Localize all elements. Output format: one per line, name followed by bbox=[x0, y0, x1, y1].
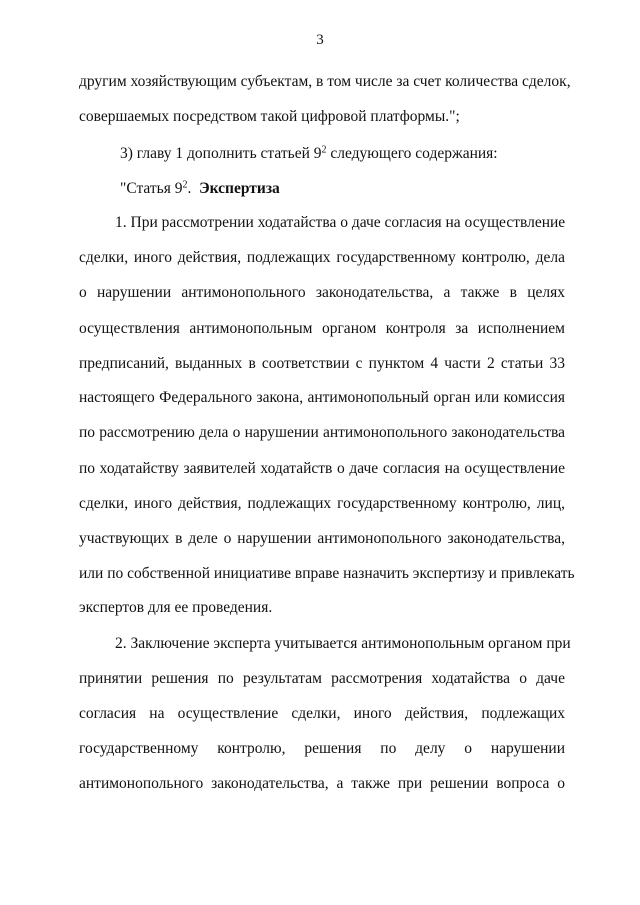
text-line: сделки, иного действия, подлежащих государственному контролю, лиц, bbox=[79, 495, 565, 512]
paragraph-2-first-line: 2. Заключение эксперта учитывается антимонопольным органом при bbox=[115, 635, 571, 652]
text-line: государственному контролю, решения по делу о нарушении bbox=[79, 740, 565, 757]
text-line: сделки, иного действия, подлежащих государственному контролю, дела bbox=[79, 249, 565, 266]
text-line: или по собственной инициативе вправе назначить экспертизу и привлекать bbox=[79, 565, 575, 582]
paragraph-1-first-line: 1. При рассмотрении ходатайства о даче согласия на осуществление bbox=[115, 214, 566, 231]
article-heading: "Статья $9^2$. Экспертиза bbox=[120, 179, 280, 197]
text-line: предписаний, выданных в соответствии с пунктом 4 части 2 статьи 33 bbox=[79, 355, 565, 372]
text-line: антимонопольного законодательства, а также при решении вопроса о bbox=[79, 775, 565, 792]
page-number: 3 bbox=[316, 32, 324, 48]
text-line: по рассмотрению дела о нарушении антимонопольного законодательства bbox=[79, 424, 565, 441]
text-line: согласия на осуществление сделки, иного действия, подлежащих bbox=[79, 705, 565, 722]
text-line: другим хозяйствующим субъектам, в том числе за счет количества сделок, bbox=[79, 73, 571, 90]
text-line: экспертов для ее проведения. bbox=[79, 599, 273, 616]
article-title: Экспертиза bbox=[199, 180, 280, 197]
text-line: совершаемых посредством такой цифровой платформы."; bbox=[79, 108, 460, 125]
text-line: о нарушении антимонопольного законодательства, а также в целях bbox=[79, 284, 565, 301]
item-3-line: 3) главу 1 дополнить статьей $9^2$ следующего содержания: bbox=[120, 144, 498, 162]
text-line: осуществления антимонопольным органом контроля за исполнением bbox=[79, 320, 565, 337]
text-line: принятии решения по результатам рассмотрения ходатайства о даче bbox=[79, 670, 565, 687]
text-line: участвующих в деле о нарушении антимонопольного законодательства, bbox=[79, 530, 565, 547]
text-line: по ходатайству заявителей ходатайств о даче согласия на осуществление bbox=[79, 460, 565, 477]
text-line: настоящего Федерального закона, антимонопольный орган или комиссия bbox=[79, 389, 565, 406]
